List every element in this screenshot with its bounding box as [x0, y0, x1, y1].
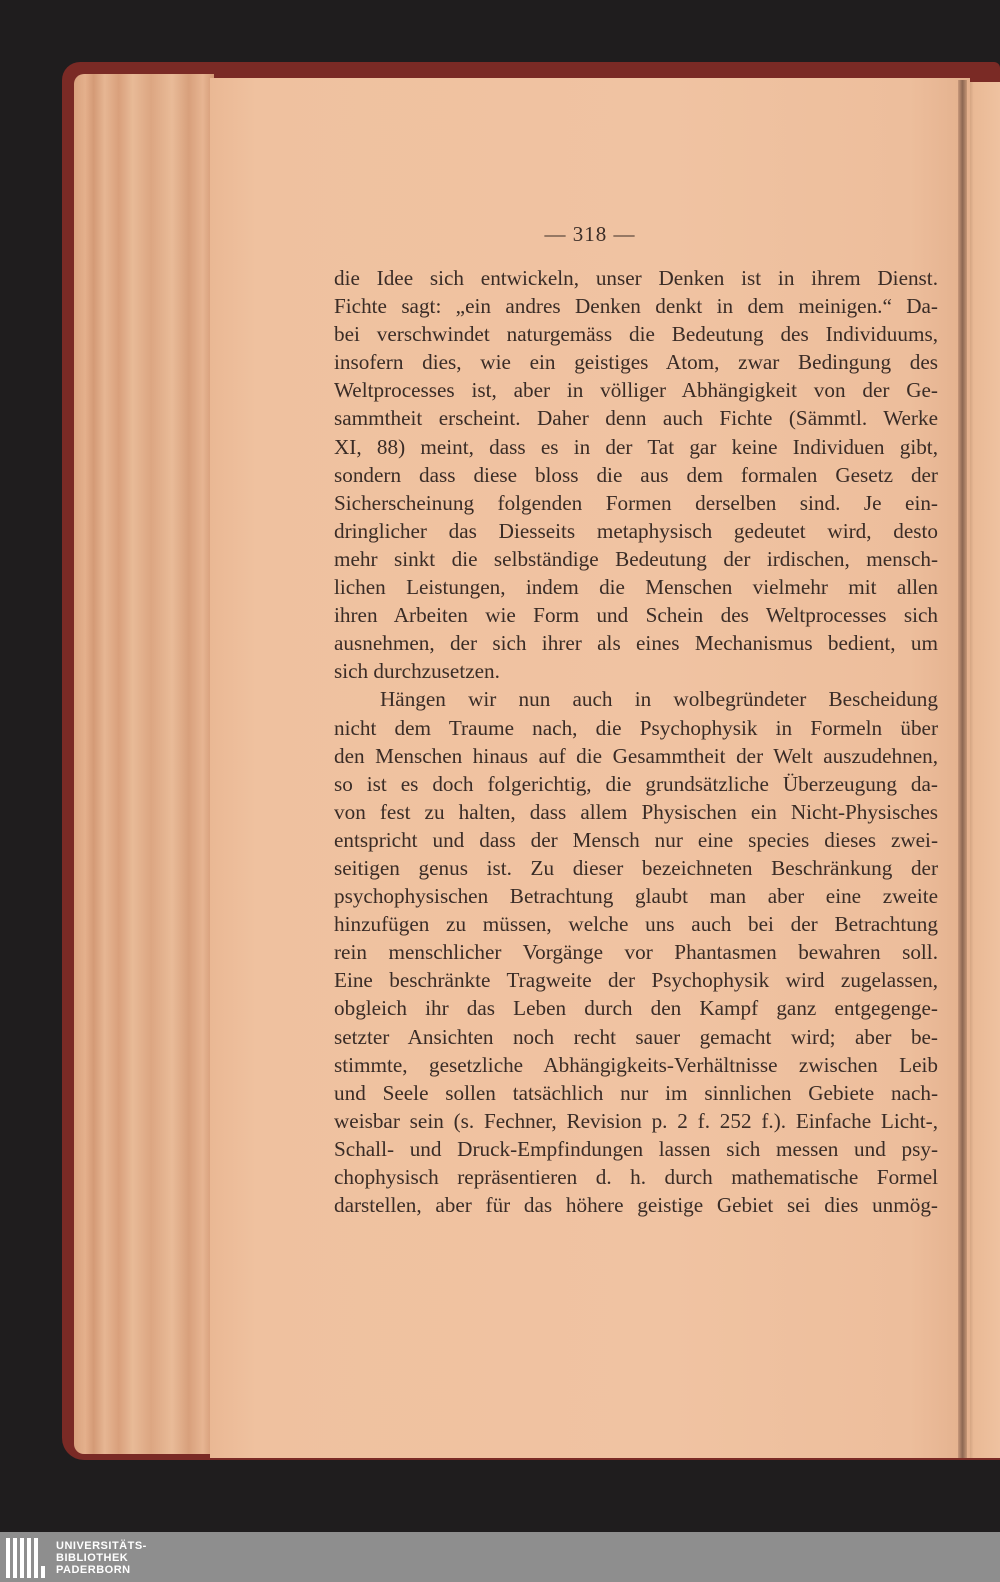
body-text	[334, 264, 938, 1219]
text-line: nicht dem Traume nach, die Psychophysik in Formeln über	[334, 715, 938, 740]
facing-page-edge	[965, 82, 1000, 1458]
page-number: — 318 —	[544, 222, 636, 246]
logo-line: BIBLIOTHEK	[56, 1552, 129, 1564]
text-line: lichen Leistungen, indem die Menschen vielmehr mit allen	[334, 575, 938, 600]
book-page	[210, 78, 970, 1458]
library-logo	[6, 1538, 147, 1578]
text-line: sich durchzusetzen.	[334, 659, 500, 684]
text-line: chophysisch repräsentieren d. h. durch mathematische Formel	[334, 1165, 938, 1189]
text-line: setzter Ansichten noch recht sauer gemacht wird; aber be-	[334, 1024, 938, 1049]
logo-line: UNIVERSITÄTS-	[56, 1540, 147, 1552]
text-line: Fichte sagt: „ein andres Denken denkt in dem meinigen.“ Da-	[334, 294, 938, 319]
text-line: Weltprocesses ist, aber in völliger Abhängigkeit von der Ge-	[334, 378, 938, 403]
text-line: hinzufügen zu müssen, welche uns auch bei der Betrachtung	[334, 912, 938, 937]
text-line: dringlicher das Diesseits metaphysisch gedeutet wird, desto	[334, 518, 938, 543]
text-line: ausnehmen, der sich ihrer als eines Mechanismus bedient, um	[334, 631, 938, 656]
text-line: Hängen wir nun auch in wolbegründeter Bescheidung	[380, 687, 938, 712]
page-edges	[74, 74, 214, 1454]
text-line: Eine beschränkte Tragweite der Psychophysik wird zugelassen,	[334, 968, 938, 993]
text-line: stimmte, gesetzliche Abhängigkeits-Verhältnisse zwischen Leib	[334, 1052, 938, 1077]
text-line: insofern dies, wie ein geistiges Atom, zwar Bedingung des	[334, 350, 938, 375]
text-line: von fest zu halten, dass allem Physischen ein Nicht-Physisches	[334, 799, 938, 824]
text-line: Schall- und Druck-Empfindungen lassen sich messen und psy-	[334, 1136, 938, 1161]
library-footer-banner	[0, 1532, 1000, 1582]
text-line: seitigen genus ist. Zu dieser bezeichneten Beschränkung der	[334, 855, 938, 880]
text-line: Sicherscheinung folgenden Formen derselben sind. Je ein-	[334, 490, 938, 515]
text-line: entspricht und dass der Mensch nur eine species dieses zwei-	[334, 827, 938, 852]
text-line: und Seele sollen tatsächlich nur im sinnlichen Gebiete nach-	[334, 1080, 938, 1105]
text-line: weisbar sein (s. Fechner, Revision p. 2 f. 252 f.). Einfache Licht-,	[334, 1108, 938, 1133]
text-line: den Menschen hinaus auf die Gesammtheit der Welt auszudehnen,	[334, 743, 938, 768]
text-line: sammtheit erscheint. Daher denn auch Fichte (Sämmtl. Werke	[334, 406, 938, 431]
text-line: mehr sinkt die selbständige Bedeutung der irdischen, mensch-	[334, 546, 938, 571]
text-line: sondern dass diese bloss die aus dem formalen Gesetz der	[334, 462, 938, 487]
text-line: obgleich ihr das Leben durch den Kampf ganz entgegenge-	[334, 996, 938, 1021]
text-line: psychophysischen Betrachtung glaubt man aber eine zweite	[334, 884, 938, 909]
text-line: die Idee sich entwickeln, unser Denken ist in ihrem Dienst.	[334, 266, 938, 290]
text-line: XI, 88) meint, dass es in der Tat gar keine Individuen gibt,	[334, 434, 938, 459]
logo-bars-icon	[6, 1538, 48, 1578]
text-line: so ist es doch folgerichtig, die grundsätzliche Überzeugung da-	[334, 771, 938, 796]
library-logo-text	[56, 1540, 147, 1576]
text-line: ihren Arbeiten wie Form und Schein des Weltprocesses sich	[334, 603, 938, 628]
page-gutter	[958, 80, 967, 1458]
text-line: rein menschlicher Vorgänge vor Phantasmen bewahren soll.	[334, 940, 938, 965]
text-line: darstellen, aber für das höhere geistige Gebiet sei dies unmög-	[334, 1193, 938, 1218]
logo-line: PADERBORN	[56, 1564, 131, 1576]
text-line: bei verschwindet naturgemäss die Bedeutung des Individuums,	[334, 322, 938, 347]
